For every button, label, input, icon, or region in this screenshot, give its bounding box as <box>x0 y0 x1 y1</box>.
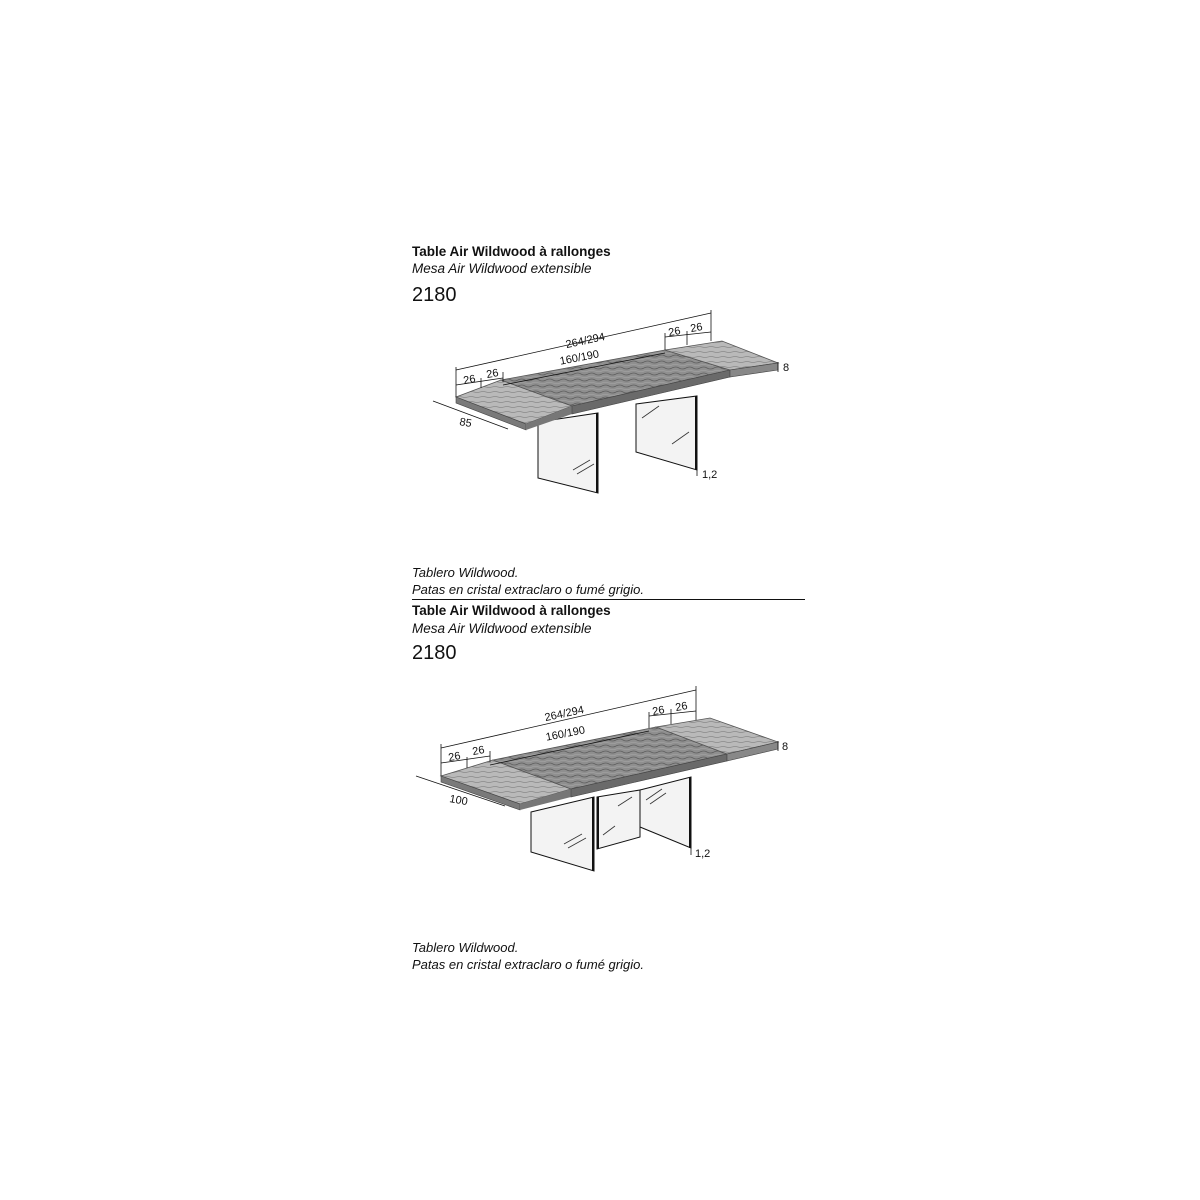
product-title: Table Air Wildwood à rallonges <box>412 603 611 618</box>
product-subtitle: Mesa Air Wildwood extensible <box>412 261 592 276</box>
product-code: 2180 <box>412 642 457 664</box>
glass-leg-right <box>640 777 691 848</box>
dim-depth: 85 <box>458 416 473 431</box>
product-subtitle: Mesa Air Wildwood extensible <box>412 621 592 636</box>
dim-ext-right-1: 26 <box>651 704 666 719</box>
dim-thickness: 8 <box>783 362 790 374</box>
dim-center: 160/190 <box>558 348 601 368</box>
dim-center: 160/190 <box>544 724 587 744</box>
glass-leg-left <box>531 797 594 871</box>
dim-ext-right-2: 26 <box>674 700 689 715</box>
dim-thickness: 8 <box>782 741 789 753</box>
dim-glass: 1,2 <box>702 469 718 481</box>
product-note-2: Patas en cristal extraclaro o fumé grigio. <box>412 582 644 597</box>
product-code: 2180 <box>412 284 457 306</box>
dim-ext-left-1: 26 <box>447 750 462 765</box>
dim-ext-right-2: 26 <box>689 321 704 336</box>
dim-length: 264/294 <box>564 331 607 352</box>
dim-ext-left-2: 26 <box>485 367 500 382</box>
product-title: Table Air Wildwood à rallonges <box>412 244 611 259</box>
dim-length: 264/294 <box>543 704 586 725</box>
dim-glass: 1,2 <box>695 848 711 860</box>
product-note-1: Tablero Wildwood. <box>412 940 519 955</box>
dim-ext-left-2: 26 <box>471 744 486 759</box>
dim-ext-left-1: 26 <box>462 373 477 388</box>
dim-ext-right-1: 26 <box>667 325 682 340</box>
product-note-1: Tablero Wildwood. <box>412 565 519 580</box>
dim-depth: 100 <box>448 793 469 809</box>
table-drawing-2 <box>412 0 812 1000</box>
product-note-2: Patas en cristal extraclaro o fumé grigio. <box>412 957 644 972</box>
glass-leg-center <box>597 790 640 849</box>
